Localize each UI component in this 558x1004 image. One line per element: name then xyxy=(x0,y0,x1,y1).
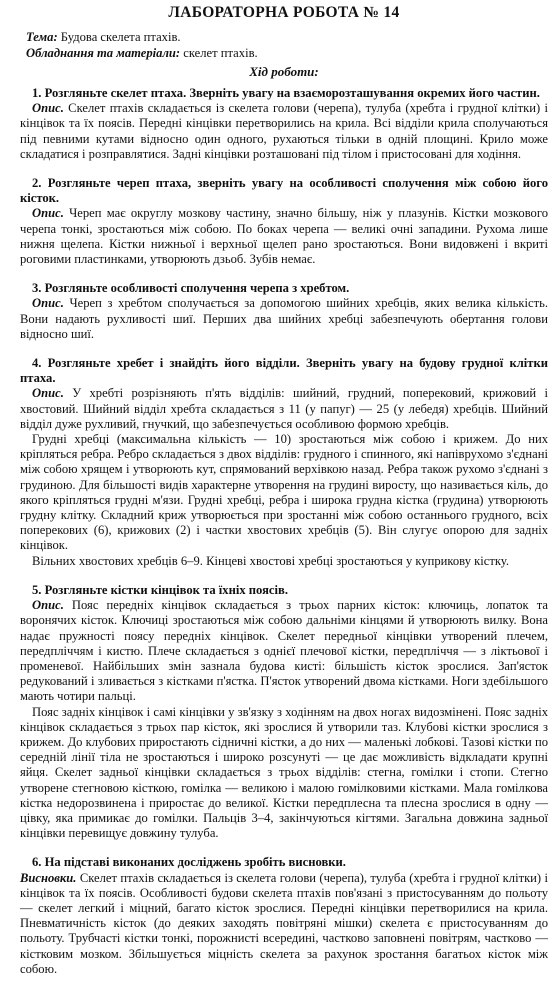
step-1-text: Скелет птахів складається із скелета голови (черепа), тулуба (хребта і грудної клітки) і кінцівок та їх поясів. Передні кінцівки перетворились на крила. Всі відділи крила сполучаються під певними кутами відносно один одного, рухаються тільки в одній площині. Крило може складатися і розправлятися. Задні кінцівки розташовані під тілом і пристосовані для ходіння. xyxy=(20,101,548,161)
step-3-description xyxy=(20,296,548,342)
step-2-task: 2. Розгляньте череп птаха, зверніть увагу на особливості сполучення між собою його кісток. xyxy=(20,176,548,206)
step-4-paragraph-ribs: Грудні хребці (максимальна кількість — 10) зростаються між собою і крижем. До них кріпляться ребра. Ребро складається з двох відділів: грудного і спинного, які напіврухомо з'єднані між собою хрящем і утворюють кут, спрямований верхівкою назад. Ребра також рухомо з'єднані з грудиною. Для більшості видів характерне утворення на грудині виросту, що називається кіль, до якого кріпляться грудні м'язи. Грудні хребці, ребра і широка грудна кістка (грудина) утворюють грудну клітку. Складний криж утворюється при зростанні між собою останнього грудного, всіх поперекових (6), крижових (2) і частки хвостових хребців (5). Він слугує опорою для задніх кінцівок. xyxy=(20,432,548,553)
step-6-task: 6. На підставі виконаних досліджень зробіть висновки. xyxy=(32,855,346,870)
step-4-description xyxy=(20,386,548,432)
topic-label: Тема: xyxy=(26,30,58,44)
step-3-task: 3. Розгляньте особливості сполучення черепа з хребтом. xyxy=(32,281,350,296)
step-4-paragraph-tail: Вільних хвостових хребців 6–9. Кінцеві хвостові хребці зростаються у куприкову кістку. xyxy=(32,553,509,568)
step-6-text: Скелет птахів складається із скелета голови (черепа), тулуба (хребта і грудної клітки) і кінцівок та їх поясів. Особливості будови скелета птахів пов'язані з пристосуванням до польоту — скелет легкий і міцний, багато кісток зрослися. Передні кінцівки перетворилися на крила. Пневматичність кісток (до деяких заходять повітряні мішки) скелета є пристосуванням до польоту. Трубчасті кістки тонкі, порожнисті всередині, частково заповнені повітрям, частково — кістковим мозком. Збільшується міцність скелета за рахунок зростання багатьох кісток між собою. xyxy=(20,870,548,976)
step-5 xyxy=(20,583,548,841)
topic-line xyxy=(26,30,548,46)
step-4-text: У хребті розрізняють п'ять відділів: шийний, грудний, поперековий, крижовий і хвостовий. Шийний відділ хребта складається з 11 (у папуг) — 25 (у лебедя) хребців. Шийний відділ дуже рухливий, гнучкий, що забезпечується особливою формою хребців. xyxy=(20,386,548,431)
step-1-label: Опис. xyxy=(32,101,64,116)
step-2-text: Череп має округлу мозкову частину, значно більшу, ніж у плазунів. Кістки мозкового черепа тонкі, зростаються між собою. По боках черепа — великі очні западини. Рухома лише нижня щелепа. Кістки нижньої і верхньої щелеп рано зростаються. Вони видовжені і вкриті роговими пластинками, утворюють дзьоб. Зубів немає. xyxy=(20,206,548,267)
step-1-description xyxy=(20,101,548,162)
step-5-paragraph-hindlimbs: Пояс задніх кінцівок і самі кінцівки у зв'язку з ходінням на двох ногах видозмінені. Пояс задніх кінцівок складається з трьох пар кісток, які зрослися й утворили таз. Клубові кістки зрослися з крижем. До клубових прирoстають сідничні кістки, а до них — маленькі лобкові. Тазові кістки по середній лінії тіла не зростаються і широко розсунуті — це дає можливість відкладати крупні яйця. Скелет задньої кінцівки складається з трьох відділів: стегна, гомілки і стопи. Стегно утворене стегновою кісткою, гомілка — великою і малою гомілковими кістками. Мала гомілкова кістка недорозвинена і прирoстає до великої. Кістки передплесна та плесна зрослися в одну — цівку, яка примикає до гомілки. Пальців 3–4, закінчуються кігтями. Загальна довжина задньої кінцівки перевищує довжину тулуба. xyxy=(20,704,548,841)
equipment-value: скелет птахів. xyxy=(180,45,258,60)
step-5-task: 5. Розгляньте кістки кінцівок та їхніх поясів. xyxy=(32,582,288,597)
step-4 xyxy=(20,356,548,569)
step-2-label: Опис. xyxy=(32,206,64,221)
step-6-label: Висновки. xyxy=(20,870,77,885)
step-1 xyxy=(20,86,548,162)
step-5-description xyxy=(20,598,548,704)
step-1-task: 1. Розгляньте скелет птаха. Зверніть увагу на взаєморозташування окремих його частин. xyxy=(32,86,540,100)
step-3-label: Опис. xyxy=(32,296,64,311)
step-2 xyxy=(20,176,548,267)
step-4-label: Опис. xyxy=(32,386,64,401)
step-5-label: Опис. xyxy=(32,598,64,613)
topic-value: Будова скелета птахів. xyxy=(57,30,181,44)
step-3 xyxy=(20,281,548,342)
step-6-conclusion xyxy=(20,871,548,977)
document-title: ЛАБОРАТОРНА РОБОТА № 14 xyxy=(168,4,400,21)
step-3-text: Череп з хребтом сполучається за допомогою шийних хребців, яких велика кількість. Вони надають рухливості шиї. Перших два шийних хребці забезпечують обертання голови відносно шиї. xyxy=(20,296,548,341)
step-2-description xyxy=(20,206,548,267)
equipment-line xyxy=(26,46,548,62)
step-6 xyxy=(20,855,548,977)
step-5-text: Пояс передніх кінцівок складається з трьох парних кісток: ключиць, лопаток та воронячих кісток. Ключиці зростаються між собою дальніми кінцями й утворюють вилку. Вона надає пружності поясу передніх кінцівок. Скелет передньої кінцівки утворений плечем, передпліччям і кистю. Плече складається з однієї плечової кістки, передпліччя — з ліктьової і променевої. Найбільших змін зазнала будова кисті: більшість кісток зрослися. Зап'ясток редукований і зливається з кістками п'ястка. П'ясток утворений двома кістками. Ноги здебільшого мають чотири пальці. xyxy=(20,598,548,704)
procedure-heading: Хід роботи: xyxy=(249,64,319,79)
step-4-task: 4. Розгляньте хребет і знайдіть його відділи. Зверніть увагу на будову грудної клітки птаха. xyxy=(20,356,548,386)
equipment-label: Обладнання та матеріали: xyxy=(26,45,181,60)
